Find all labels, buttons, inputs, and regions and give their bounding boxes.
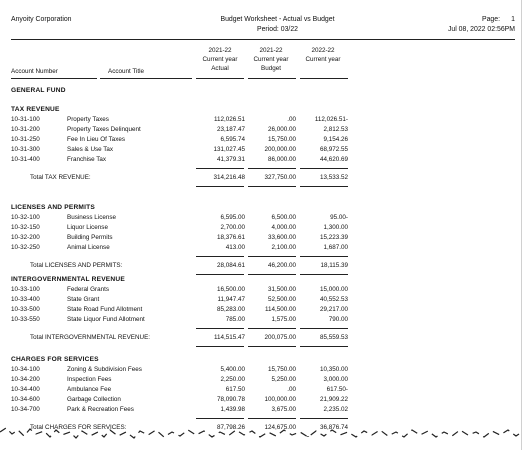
col2-underline xyxy=(248,78,296,79)
account-title: Animal License xyxy=(67,243,110,251)
table-row xyxy=(0,146,522,155)
amount-cell: 21,909.22 xyxy=(319,395,348,403)
account-title: Liquor License xyxy=(67,223,108,231)
amount-cell: 3,675.00 xyxy=(271,405,296,413)
col2-heading xyxy=(243,46,299,73)
company-name: Anyoity Corporation xyxy=(11,16,72,23)
account-number: 10-34-100 xyxy=(11,366,40,373)
total-label: Total CHARGES FOR SERVICES: xyxy=(30,423,127,431)
col3-line2: Current year xyxy=(305,56,341,63)
table-row xyxy=(0,406,522,415)
amount-cell: 1,439.98 xyxy=(220,405,245,413)
account-number: 10-31-100 xyxy=(11,116,40,123)
amount-cell: 200,000.00 xyxy=(264,145,296,153)
total-label: Total LICENSES AND PERMITS: xyxy=(30,261,123,269)
total-amount: 28,084.61 xyxy=(216,261,245,269)
table-row xyxy=(0,366,522,375)
account-title: Garbage Collection xyxy=(67,395,121,403)
total-rule xyxy=(300,186,348,187)
table-row xyxy=(0,306,522,315)
account-title: Zoning & Subdivision Fees xyxy=(67,366,142,373)
amount-cell: 112,026.51 xyxy=(213,116,245,123)
table-row xyxy=(0,156,522,165)
amount-cell: 6,500.00 xyxy=(271,214,296,221)
torn-edge xyxy=(0,420,522,450)
account-title: Building Permits xyxy=(67,233,113,241)
account-title: Fee In Lieu Of Taxes xyxy=(67,135,125,143)
account-title: State Grant xyxy=(67,295,100,303)
amount-cell: 52,500.00 xyxy=(267,295,296,303)
col1-line2: Current year xyxy=(202,56,238,63)
account-number: 10-33-500 xyxy=(11,305,40,313)
subtotal-rule xyxy=(196,418,244,419)
table-row xyxy=(0,296,522,305)
amount-cell: 15,000.00 xyxy=(319,286,348,293)
amount-cell: 1,300.00 xyxy=(323,223,348,231)
account-title: Business License xyxy=(67,214,117,221)
col2-line3: Budget xyxy=(261,65,281,72)
account-title: Park & Recreation Fees xyxy=(67,405,134,413)
total-rule xyxy=(248,186,296,187)
account-title: Property Taxes Delinquent xyxy=(67,125,141,133)
amount-cell: 9,154.26 xyxy=(323,135,348,143)
total-amount: 87,798.26 xyxy=(216,423,245,431)
amount-cell: 4,000.00 xyxy=(271,223,296,231)
amount-cell: 131,027.45 xyxy=(213,145,245,153)
account-number: 10-33-550 xyxy=(11,315,40,323)
amount-cell: 78,090.78 xyxy=(216,395,245,403)
amount-cell: 5,250.00 xyxy=(271,375,296,383)
amount-cell: 40,552.53 xyxy=(319,295,348,303)
subtotal-rule xyxy=(248,328,296,329)
account-title: Franchise Tax xyxy=(67,155,107,163)
account-number: 10-34-600 xyxy=(11,395,40,403)
account-title: Federal Grants xyxy=(67,286,109,293)
amount-cell: 413.00 xyxy=(225,243,245,251)
amount-cell: 16,500.00 xyxy=(216,286,245,293)
section-title: CHARGES FOR SERVICES xyxy=(11,356,99,363)
amount-cell: 790.00 xyxy=(328,315,348,323)
account-title: Inspection Fees xyxy=(67,375,112,383)
col1-underline xyxy=(196,78,244,79)
account-title-underline xyxy=(100,78,192,79)
amount-cell: 11,947.47 xyxy=(217,295,245,303)
table-row xyxy=(0,286,522,295)
amount-cell: 3,000.00 xyxy=(323,375,348,383)
account-number: 10-32-250 xyxy=(11,243,40,251)
table-row xyxy=(0,224,522,233)
col3-underline xyxy=(300,78,348,79)
total-amount: 114,515.47 xyxy=(213,333,245,341)
amount-cell: 15,223.39 xyxy=(319,233,348,241)
amount-cell: 2,100.00 xyxy=(271,243,296,251)
total-row xyxy=(0,262,522,271)
table-row xyxy=(0,316,522,325)
subtotal-rule xyxy=(196,328,244,329)
amount-cell: 785.00 xyxy=(225,315,245,323)
account-title: Sales & Use Tax xyxy=(67,145,114,153)
report-period: Period: 03/22 xyxy=(257,26,298,33)
amount-cell: 2,700.00 xyxy=(220,223,245,231)
amount-cell: 6,595.74 xyxy=(220,135,245,143)
subtotal-rule xyxy=(196,168,244,169)
col1-year: 2021-22 xyxy=(208,47,232,54)
account-title: State Road Fund Allotment xyxy=(67,305,143,313)
total-rule xyxy=(196,186,244,187)
fund-title: GENERAL FUND xyxy=(11,87,66,94)
subtotal-rule xyxy=(196,256,244,257)
table-row xyxy=(0,116,522,125)
amount-cell: 617.50- xyxy=(326,385,348,393)
total-rule xyxy=(300,346,348,347)
table-row xyxy=(0,376,522,385)
account-number: 10-31-300 xyxy=(11,145,40,153)
amount-cell: 23,187.47 xyxy=(216,125,245,133)
col1-heading xyxy=(192,46,248,73)
total-rule xyxy=(196,346,244,347)
total-label: Total TAX REVENUE: xyxy=(30,173,91,181)
total-row xyxy=(0,174,522,183)
amount-cell: 31,500.00 xyxy=(267,286,296,293)
amount-cell: 18,376.61 xyxy=(216,233,245,241)
total-rule xyxy=(196,274,244,275)
col3-year: 2022-22 xyxy=(311,47,335,54)
total-amount: 327,750.00 xyxy=(264,173,296,181)
report-datetime: Jul 08, 2022 02:56PM xyxy=(447,26,515,33)
account-number: 10-33-400 xyxy=(11,295,40,303)
subtotal-rule xyxy=(300,418,348,419)
amount-cell: .00 xyxy=(287,385,296,393)
amount-cell: .00 xyxy=(287,116,296,123)
amount-cell: 85,283.00 xyxy=(216,305,245,313)
amount-cell: 6,595.00 xyxy=(220,214,245,221)
account-title: State Liquor Fund Allotment xyxy=(67,315,145,323)
amount-cell: 112,026.51- xyxy=(314,116,348,123)
table-row xyxy=(0,396,522,405)
section-title: LICENSES AND PERMITS xyxy=(11,204,95,211)
total-amount: 200,075.00 xyxy=(264,333,296,341)
amount-cell: 100,000.00 xyxy=(264,395,296,403)
amount-cell: 26,000.00 xyxy=(267,125,296,133)
subtotal-rule xyxy=(300,328,348,329)
amount-cell: 41,379.31 xyxy=(216,155,245,163)
col1-line3: Actual xyxy=(211,65,229,72)
amount-cell: 1,687.00 xyxy=(323,243,348,251)
page-number: 1 xyxy=(511,16,515,23)
table-row xyxy=(0,136,522,145)
account-title: Ambulance Fee xyxy=(67,385,112,393)
table-row xyxy=(0,386,522,395)
header-rule xyxy=(11,39,515,40)
amount-cell: 114,500.00 xyxy=(264,305,296,313)
amount-cell: 33,600.00 xyxy=(267,233,296,241)
account-number-heading: Account Number xyxy=(11,68,58,75)
page-label: Page: xyxy=(481,16,500,23)
account-number-underline xyxy=(11,78,97,79)
col3-heading xyxy=(295,46,351,64)
account-number: 10-33-100 xyxy=(11,286,40,293)
amount-cell: 2,250.00 xyxy=(220,375,245,383)
table-row xyxy=(0,126,522,135)
account-number: 10-32-100 xyxy=(11,214,40,221)
section-title: TAX REVENUE xyxy=(11,106,60,113)
table-row xyxy=(0,244,522,253)
total-rule xyxy=(248,274,296,275)
subtotal-rule xyxy=(300,168,348,169)
amount-cell: 10,350.00 xyxy=(319,366,348,373)
amount-cell: 15,750.00 xyxy=(267,135,296,143)
subtotal-rule xyxy=(248,256,296,257)
section-title: INTERGOVERNMENTAL REVENUE xyxy=(11,276,125,283)
total-amount: 13,533.52 xyxy=(319,173,348,181)
account-number: 10-34-700 xyxy=(11,405,40,413)
col2-year: 2021-22 xyxy=(259,47,283,54)
account-number: 10-34-200 xyxy=(11,375,40,383)
total-amount: 314,216.48 xyxy=(213,173,245,181)
amount-cell: 86,000.00 xyxy=(267,155,296,163)
report-title: Budget Worksheet - Actual vs Budget xyxy=(220,16,335,23)
total-rule xyxy=(248,346,296,347)
table-row xyxy=(0,214,522,223)
account-number: 10-32-200 xyxy=(11,233,40,241)
amount-cell: 29,217.00 xyxy=(319,305,348,313)
total-amount: 85,559.53 xyxy=(319,333,348,341)
amount-cell: 68,972.55 xyxy=(319,145,348,153)
total-rule xyxy=(300,274,348,275)
amount-cell: 2,235.02 xyxy=(323,405,348,413)
total-amount: 18,115.39 xyxy=(320,261,348,269)
total-amount: 124,675.00 xyxy=(264,423,296,431)
account-number: 10-31-250 xyxy=(11,135,40,143)
account-number: 10-32-150 xyxy=(11,223,40,231)
total-row xyxy=(0,334,522,343)
amount-cell: 617.50 xyxy=(225,385,245,393)
total-amount: 36,876.74 xyxy=(319,423,348,431)
total-label: Total INTERGOVERNMENTAL REVENUE: xyxy=(30,333,151,341)
subtotal-rule xyxy=(248,168,296,169)
total-amount: 46,200.00 xyxy=(267,261,296,269)
amount-cell: 1,575.00 xyxy=(271,315,296,323)
subtotal-rule xyxy=(248,418,296,419)
amount-cell: 2,812.53 xyxy=(323,125,348,133)
account-title-heading: Account Title xyxy=(108,68,145,75)
amount-cell: 95.00- xyxy=(330,214,348,221)
amount-cell: 44,620.69 xyxy=(319,155,348,163)
account-number: 10-31-200 xyxy=(11,125,40,133)
table-row xyxy=(0,234,522,243)
amount-cell: 15,750.00 xyxy=(267,366,296,373)
subtotal-rule xyxy=(300,256,348,257)
col2-line2: Current year xyxy=(253,56,289,63)
account-number: 10-31-400 xyxy=(11,155,40,163)
amount-cell: 5,400.00 xyxy=(220,366,245,373)
account-title: Property Taxes xyxy=(67,116,109,123)
account-number: 10-34-400 xyxy=(11,385,40,393)
